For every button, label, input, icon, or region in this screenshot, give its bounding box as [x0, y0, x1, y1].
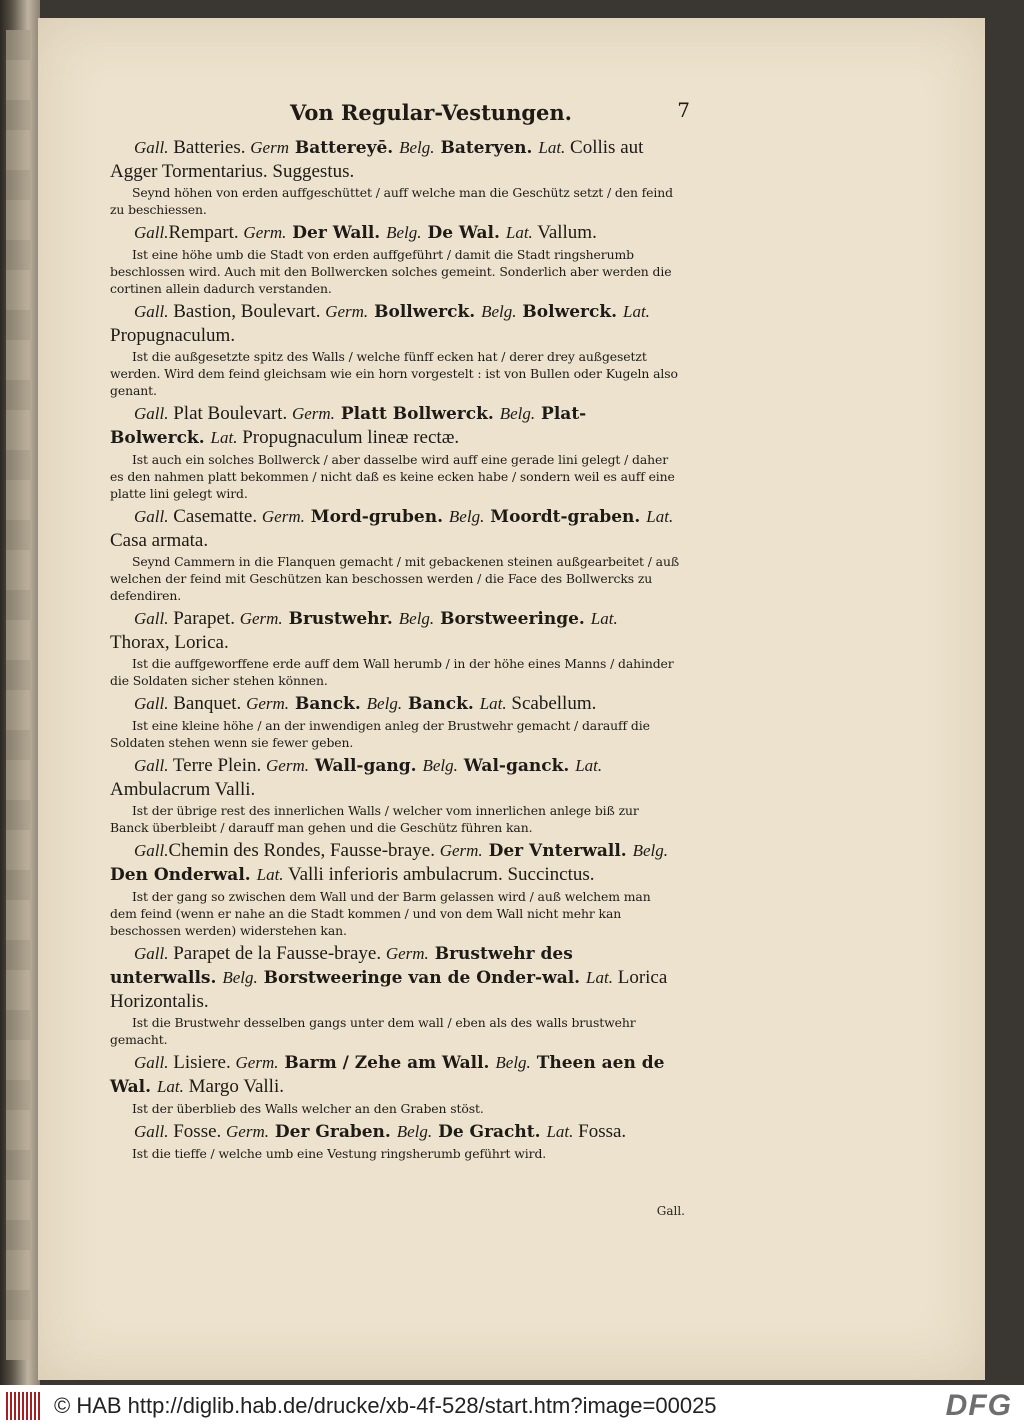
entry-description: Ist eine kleine höhe / an der inwendigen anleg der Brustwehr gemacht / darauff die Soldaten stehen wenn sie fewer geben. — [110, 718, 650, 750]
term-french: Bastion, Boulevart. — [168, 301, 326, 322]
lang-label-germ: Germ. — [266, 756, 309, 775]
term-german: Platt Bollwerck. — [334, 404, 500, 424]
entry-heading — [110, 300, 680, 347]
glossary-entry — [110, 221, 680, 297]
term-dutch: De Wal. — [421, 223, 506, 243]
lang-label-gall: Gall. — [134, 138, 169, 157]
term-french: Chemin des Rondes, Fausse-braye. — [168, 840, 440, 861]
lang-label-gall: Gall. — [134, 1122, 169, 1141]
term-dutch: Borstweeringe van de Onder-wal. — [257, 968, 587, 988]
lang-label-lat: Lat. — [590, 609, 618, 628]
glossary-entry — [110, 300, 680, 399]
lang-label-lat: Lat. — [586, 968, 613, 987]
lang-label-gall: Gall. — [134, 841, 169, 860]
facing-page-strip — [6, 30, 30, 1360]
term-dutch: Theen aen de Wal. — [110, 1053, 665, 1097]
lang-label-belg: Belg. — [386, 223, 422, 242]
lang-label-germ: Germ. — [239, 609, 283, 628]
entry-heading — [110, 505, 680, 552]
term-french: Rempart. — [168, 222, 244, 243]
term-german: Der Vnterwall. — [482, 841, 633, 861]
term-german: Banck. — [289, 694, 367, 714]
lang-label-gall: Gall. — [134, 1053, 169, 1072]
entry-heading — [110, 1120, 680, 1144]
glossary-entry — [110, 136, 680, 218]
lang-label-lat: Lat. — [210, 428, 238, 447]
lang-label-belg: Belg. — [448, 507, 485, 526]
term-latin: Casa armata. — [110, 530, 209, 551]
lang-label-gall: Gall. — [134, 944, 169, 963]
term-dutch: Bolwerck. — [516, 302, 623, 322]
lang-label-lat: Lat. — [622, 302, 650, 321]
page-number: 7 — [677, 98, 690, 122]
term-french: Terre Plein. — [168, 755, 266, 776]
lang-label-lat: Lat. — [575, 756, 603, 775]
entry-description: Seynd Cammern in die Flanquen gemacht / mit gebackenen steinen außgearbeitet / auß welchen der feind mit Geschützen kan beschossen werden / die Face des Bollwercks zu defendiren. — [110, 554, 680, 603]
term-german: Der Wall. — [286, 223, 387, 243]
term-latin: Fossa. — [573, 1121, 627, 1142]
term-french: Banquet. — [168, 693, 247, 714]
lang-label-germ: Germ. — [246, 694, 290, 713]
term-latin: Propugnaculum lineæ rectæ. — [237, 427, 460, 448]
glossary-entry — [110, 1051, 680, 1117]
entry-heading — [110, 1051, 680, 1099]
lang-label-belg: Belg. — [632, 841, 669, 860]
glossary-entry — [110, 692, 680, 751]
lang-label-germ: Germ. — [226, 1122, 269, 1141]
lang-label-gall: Gall. — [134, 404, 169, 423]
glossary-entry — [110, 1120, 680, 1162]
running-head — [110, 98, 690, 134]
glossary-entry — [110, 754, 680, 836]
lang-label-lat: Lat. — [479, 694, 507, 713]
entry-heading — [110, 607, 680, 654]
hab-logo-icon — [6, 1392, 40, 1420]
entry-heading — [110, 942, 680, 1013]
dfg-logo: DFG — [945, 1389, 1012, 1422]
term-french: Lisiere. — [168, 1052, 236, 1073]
viewer-footer — [0, 1385, 1024, 1426]
lang-label-belg: Belg. — [366, 694, 403, 713]
term-french: Plat Boulevart. — [168, 403, 292, 424]
lang-label-lat: Lat. — [538, 138, 566, 157]
term-german: Bollwerck. — [368, 302, 482, 322]
entry-description: Ist der gang so zwischen dem Wall und der Barm gelassen wird / auß welchem man dem feind (wenn er nahe an die Stadt kommen / und von dem Wall nicht mehr kan beschossen werden) widerstehen kan. — [110, 889, 651, 938]
entry-description: Ist die auffgeworffene erde auff dem Wall herumb / in der höhe eines Manns / dahinder die Soldaten sicher stehen können. — [110, 656, 674, 688]
term-french: Parapet de la Fausse-braye. — [168, 943, 386, 964]
lang-label-gall: Gall. — [134, 507, 169, 526]
term-german: Mord-gruben. — [304, 507, 449, 527]
entry-heading — [110, 402, 680, 450]
term-dutch: Wal-ganck. — [457, 756, 576, 776]
entry-heading — [110, 136, 680, 183]
lang-label-gall: Gall. — [134, 302, 169, 321]
lang-label-germ: Germ. — [325, 302, 369, 321]
entry-heading — [110, 692, 680, 716]
term-latin: Lorica Horizontalis. — [110, 967, 668, 1012]
lang-label-germ: Germ. — [291, 404, 335, 423]
term-latin: Margo Valli. — [183, 1076, 284, 1097]
entry-description: Ist eine höhe umb die Stadt von erden auffgeführt / damit die Stadt ringsherumb beschlossen wird. Auch mit den Bollwercken solches gemeint. Sonderlich aber werden die cortinen allein dadurch verstanden. — [110, 247, 672, 296]
lang-label-germ: Germ. — [243, 223, 287, 242]
glossary-entry — [110, 839, 680, 939]
entry-heading — [110, 839, 680, 887]
entry-description: Ist auch ein solches Bollwerck / aber dasselbe wird auff eine gerade lini gelegt / daher es den nahmen platt bekommen / nicht daß es keine ecken habe / sondern weil es auff eine platte lini gelegt wird. — [110, 452, 675, 501]
glossary-entry — [110, 607, 680, 689]
term-latin: Scabellum. — [506, 693, 597, 714]
lang-label-belg: Belg. — [398, 609, 435, 628]
lang-label-germ: Germ. — [439, 841, 483, 860]
term-french: Fosse. — [168, 1121, 227, 1142]
term-dutch: Den Onderwal. — [110, 865, 257, 885]
term-german: Brustwehr des unterwalls. — [110, 944, 573, 988]
term-french: Casematte. — [168, 506, 262, 527]
lang-label-belg: Belg. — [481, 302, 517, 321]
term-latin: Collis aut Agger Tormentarius. Suggestus. — [110, 137, 644, 182]
term-german: Battereyē. — [288, 138, 400, 158]
term-german: Wall-gang. — [308, 756, 423, 776]
term-german: Der Graben. — [269, 1122, 397, 1142]
lang-label-germ: Germ. — [235, 1053, 279, 1072]
term-dutch: De Gracht. — [432, 1122, 547, 1142]
entry-description: Ist die Brustwehr desselben gangs unter dem wall / eben als des walls brustwehr gemacht. — [110, 1015, 636, 1047]
text-block — [110, 98, 690, 1165]
lang-label-lat: Lat. — [156, 1077, 184, 1096]
entry-heading — [110, 754, 680, 801]
copyright-link[interactable]: © HAB http://diglib.hab.de/drucke/xb-4f-528/start.htm?image=00025 — [54, 1392, 717, 1418]
term-latin: Valli inferioris ambulacrum. Succinctus. — [283, 864, 595, 885]
lang-label-belg: Belg. — [422, 756, 458, 775]
term-latin: Vallum. — [532, 222, 597, 243]
lang-label-belg: Belg. — [222, 968, 258, 987]
lang-label-lat: Lat. — [546, 1122, 574, 1141]
entry-heading — [110, 221, 680, 245]
entry-description: Ist die tieffe / welche umb eine Vestung ringsherumb geführt wird. — [132, 1146, 547, 1161]
glossary-entry — [110, 942, 680, 1048]
glossary-entries — [110, 136, 680, 1162]
lang-label-lat: Lat. — [256, 865, 284, 884]
entry-description: Ist der überblieb des Walls welcher an den Graben stöst. — [132, 1101, 484, 1116]
lang-label-belg: Belg. — [495, 1053, 531, 1072]
glossary-entry — [110, 402, 680, 502]
lang-label-gall: Gall. — [134, 694, 169, 713]
glossary-entry — [110, 505, 680, 604]
term-latin: Ambulacrum Valli. — [110, 779, 256, 800]
lang-label-gall: Gall. — [134, 223, 169, 242]
lang-label-gall: Gall. — [134, 609, 169, 628]
lang-label-belg: Belg. — [399, 138, 435, 157]
lang-label-germ: Germ. — [385, 944, 429, 963]
term-dutch: Plat-Bolwerck. — [110, 404, 587, 448]
lang-label-belg: Belg. — [396, 1122, 433, 1141]
term-latin: Thorax, Lorica. — [110, 632, 229, 653]
facing-page-edge — [0, 0, 40, 1385]
term-dutch: Banck. — [402, 694, 480, 714]
entry-description: Ist der übrige rest des innerlichen Walls / welcher vom innerlichen anlege biß zur Banck überbleibt / darauff man gehen und die Geschütz führen kan. — [110, 803, 639, 835]
book-page — [38, 18, 985, 1380]
term-german: Barm / Zehe am Wall. — [278, 1053, 496, 1073]
term-french: Batteries. — [168, 137, 251, 158]
entry-description: Seynd höhen von erden auffgeschüttet / auff welche man die Geschütz setzt / den feind zu beschiessen. — [110, 185, 673, 217]
running-head-title: Von Regular-Vestungen. — [290, 100, 572, 125]
lang-label-germ: Germ — [250, 138, 289, 157]
catchword: Gall. — [656, 1204, 685, 1218]
term-dutch: Borstweeringe. — [434, 609, 591, 629]
term-german: Brustwehr. — [282, 609, 399, 629]
lang-label-germ: Germ. — [261, 507, 305, 526]
term-dutch: Moordt-graben. — [484, 507, 647, 527]
lang-label-gall: Gall. — [134, 756, 169, 775]
entry-description: Ist die außgesetzte spitz des Walls / welche fünff ecken hat / derer drey außgesetzt werden. Wird dem feind gleichsam wie ein horn vorgestelt : ist von Bullen oder Kugeln also genant. — [110, 349, 678, 398]
lang-label-belg: Belg. — [499, 404, 536, 423]
term-french: Parapet. — [168, 608, 240, 629]
term-dutch: Bateryen. — [434, 138, 539, 158]
lang-label-lat: Lat. — [505, 223, 533, 242]
lang-label-lat: Lat. — [646, 507, 674, 526]
term-latin: Propugnaculum. — [110, 325, 236, 346]
